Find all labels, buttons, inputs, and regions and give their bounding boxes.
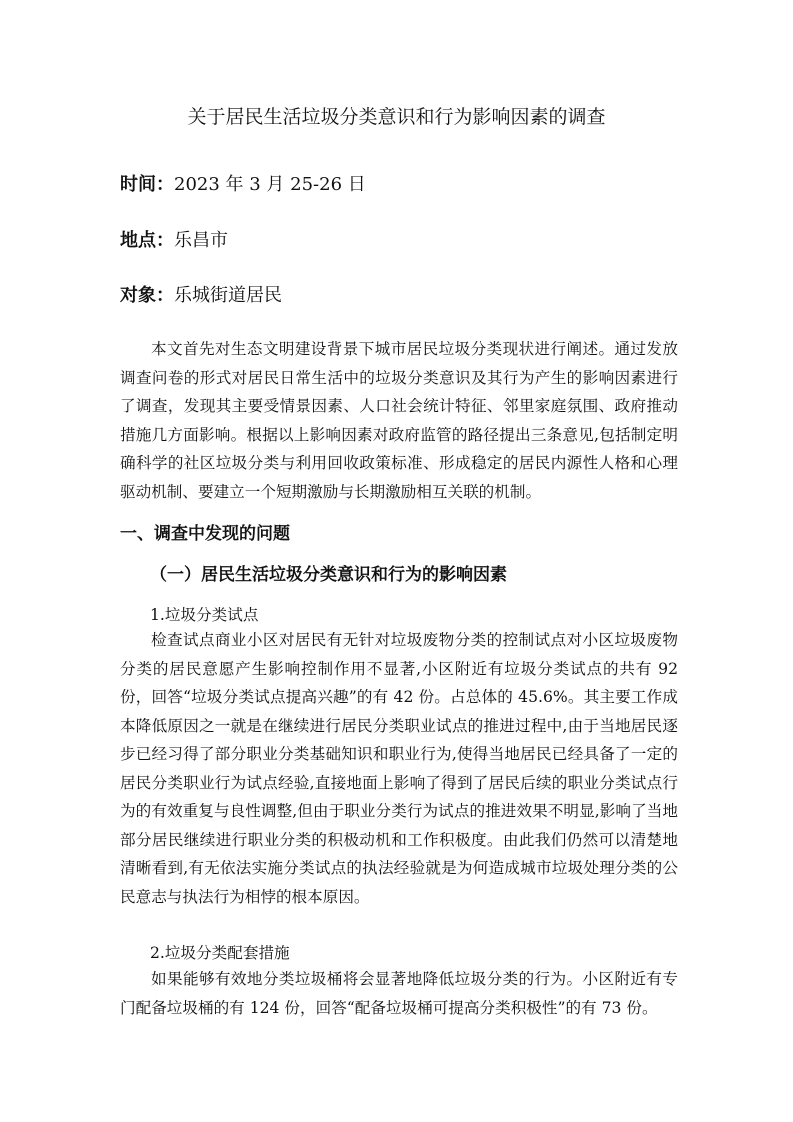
item-heading-pilot: 1.垃圾分类试点 [150, 606, 259, 624]
subsection-heading: （一）居民生活垃圾分类意识和行为的影响因素 [150, 565, 507, 585]
item-body-pilot: 检查试点商业小区对居民有无针对垃圾废物分类的控制试点对小区垃圾废物分类的居民意愿产生影响控制作用不显著,小区附近有垃圾分类试点的共有 92 份，回答“垃圾分类试点提高兴趣”的有 42 份。占总体的 45.6%。其主要工作成本降低原因之一就是在继续进行居民分类职业试点的推进过程中,由于当地居民逐步已经习得了部分职业分类基础知识和职业行为,使得当地居民已经具备了一定的居民分类职业行为试点经验,直接地面上影响了得到了居民后续的职业分类试点行为的有效重复与良性调整,但由于职业分类行为试点的推进效果不明显,影响了当地部分居民继续进行职业分类的积极动机和工作积极度。由此我们仍然可以清楚地清晰看到,有无依法实施分类试点的执法经验就是为何造成城市垃圾处理分类的公民意志与执法行为相悖的根本原因。 [120, 631, 678, 906]
item-heading-facilities: 2.垃圾分类配套措施 [150, 944, 290, 962]
document-title: 关于居民生活垃圾分类意识和行为影响因素的调查 [187, 106, 606, 128]
abstract-paragraph: 本文首先对生态文明建设背景下城市居民垃圾分类现状进行阐述。通过发放调查问卷的形式对居民日常生活中的垃圾分类意识及其行为产生的影响因素进行了调查，发现其主要受情景因素、人口社会统计特征、邻里家庭氛围、政府推动措施几方面影响。根据以上影响因素对政府监管的路径提出三条意见,包括制定明确科学的社区垃圾分类与利用回收政策标准、形成稳定的居民内源性人格和心理驱动机制、要建立一个短期激励与长期激励相互关联的机制。 [120, 340, 678, 501]
meta-time [120, 172, 366, 198]
meta-location-value: 乐昌市 [174, 230, 228, 251]
meta-location-label: 地点： [120, 230, 174, 251]
item-body-facilities: 如果能够有效地分类垃圾桶将会显著地降低垃圾分类的行为。小区附近有专门配备垃圾桶的有 124 份，回答“配备垃圾桶可提高分类积极性”的有 73 份。 [120, 970, 678, 1017]
meta-subject-value: 乐城街道居民 [174, 285, 282, 306]
meta-location [120, 228, 228, 254]
meta-time-value: 2023 年 3 月 25-26 日 [174, 174, 366, 195]
meta-subject [120, 283, 282, 309]
meta-subject-label: 对象： [120, 285, 174, 306]
section-heading: 一、调查中发现的问题 [120, 524, 290, 544]
meta-time-label: 时间： [120, 174, 174, 195]
